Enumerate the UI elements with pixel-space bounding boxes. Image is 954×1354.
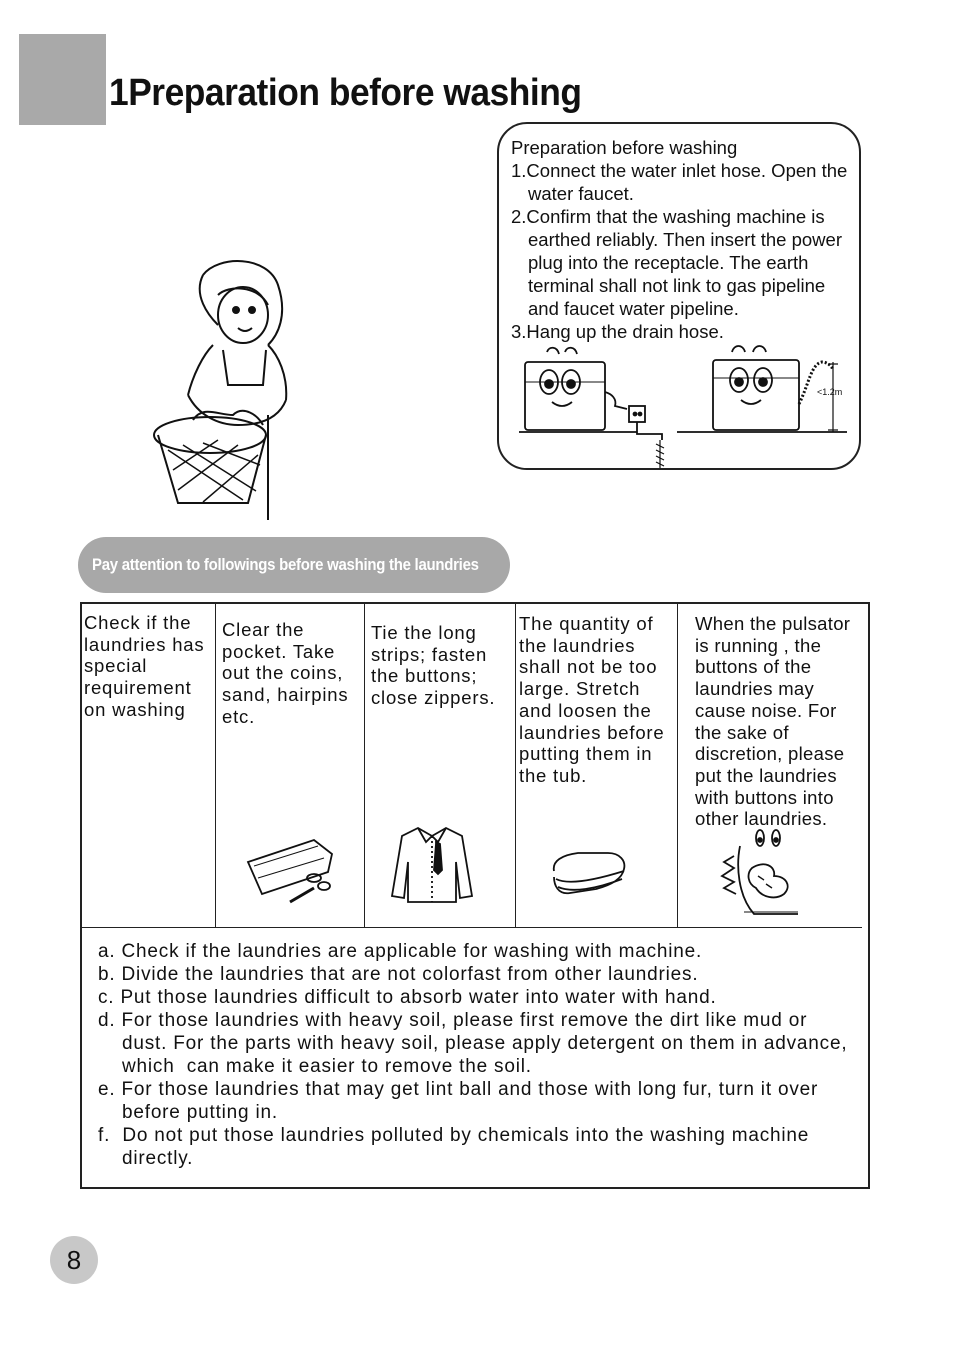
- table-cell: Tie the long strips; fasten the buttons; close zippers.: [371, 622, 496, 709]
- washing-machine-installation-illustration: [517, 344, 847, 469]
- column-divider: [215, 604, 216, 927]
- table-cell: Check if the laundries has special requirement on washing: [84, 612, 205, 720]
- notice-banner: [78, 537, 510, 593]
- table-cell: The quantity of the laundries shall not be too large. Stretch and loosen the laundries before putting them in the tub.: [519, 613, 665, 786]
- preparation-heading: Preparation before washing: [511, 137, 738, 158]
- shirt-icon: [390, 822, 474, 906]
- column-divider: [515, 604, 516, 927]
- preparation-step: 2.Confirm that the washing machine is earthed reliably. Then insert the power plug into the receptacle. The earth terminal shall not link to gas pipeline and faucet water pipeline.: [511, 206, 842, 319]
- laundry-check-table: [80, 602, 870, 1189]
- notice-label: Pay attention to followings before washing the laundries: [92, 555, 479, 574]
- row-divider: [82, 927, 862, 928]
- tip-item: a. Check if the laundries are applicable for washing with machine.: [98, 941, 703, 962]
- table-cell: Clear the pocket. Take out the coins, sand, hairpins etc.: [222, 619, 349, 727]
- height-label: <1.2m: [817, 387, 843, 397]
- page-number: 8: [50, 1236, 98, 1284]
- tip-item: c. Put those laundries difficult to absorb water into water with hand.: [98, 987, 717, 1008]
- tip-item: e. For those laundries that may get lint ball and those with long fur, turn it over before putting in.: [98, 1079, 825, 1123]
- table-cell: When the pulsator is running , the buttons of the laundries may cause noise. For the sake of discretion, please put the laundries with buttons into other laundries.: [695, 613, 851, 830]
- woman-with-basket-illustration: [148, 255, 298, 525]
- column-divider: [677, 604, 678, 927]
- noisy-tub-icon: [714, 826, 800, 918]
- page-title: 1Preparation before washing: [109, 72, 582, 114]
- pocket-coins-icon: [244, 832, 336, 904]
- preparation-step: 3.Hang up the drain hose.: [511, 321, 724, 342]
- preparation-step: 1.Connect the water inlet hose. Open the water faucet.: [511, 160, 848, 204]
- preparation-steps-panel: [497, 122, 861, 470]
- section-marker: [19, 34, 106, 125]
- tip-item: f. Do not put those laundries polluted by chemicals into the washing machine directly.: [98, 1125, 816, 1169]
- preparation-step-list: [511, 159, 861, 343]
- laundry-tips-list: [98, 940, 858, 1170]
- column-divider: [364, 604, 365, 927]
- folded-cloth-icon: [548, 849, 628, 899]
- tip-item: b. Divide the laundries that are not colorfast from other laundries.: [98, 964, 699, 985]
- tip-item: d. For those laundries with heavy soil, please first remove the dirt like mud or dust. For the parts with heavy soil, please apply detergent on them in advance, which can make it easier to remove the soil.: [98, 1010, 854, 1077]
